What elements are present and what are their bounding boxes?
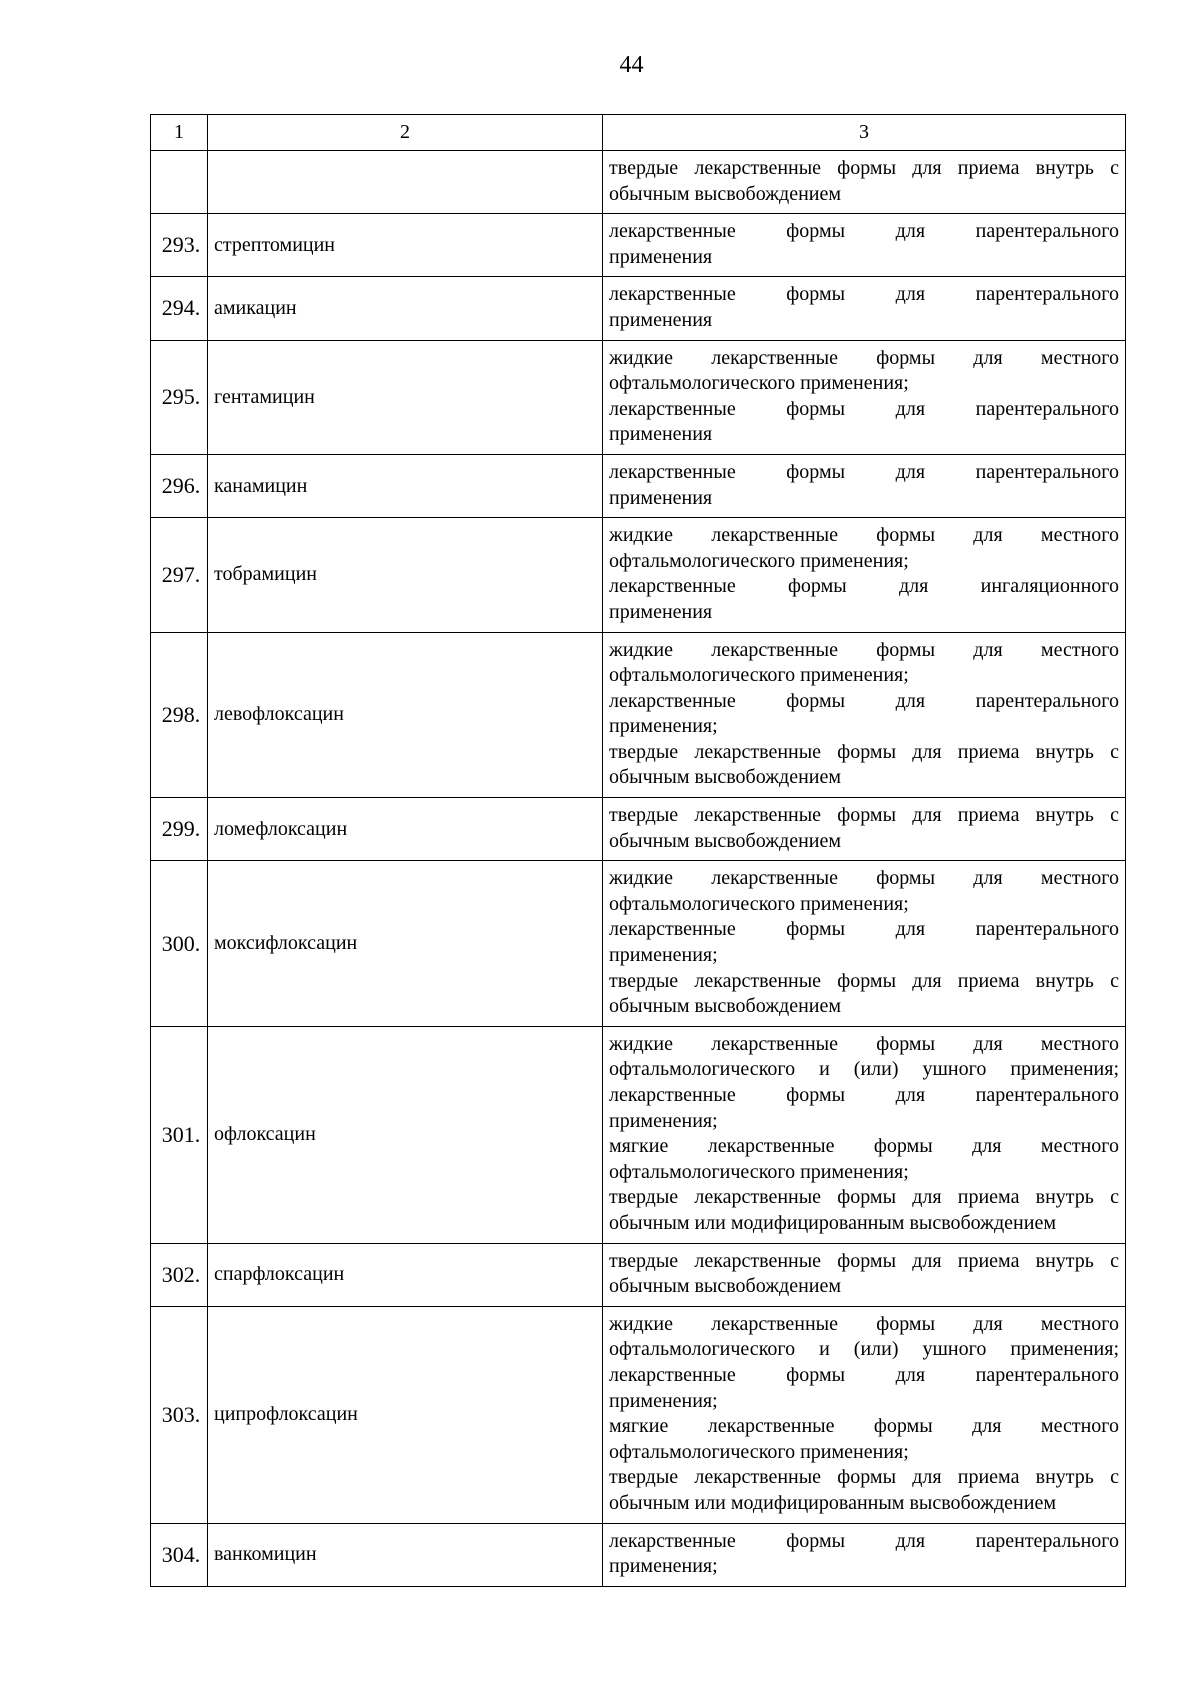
dosage-form-line: обычным высвобождением: [609, 995, 842, 1018]
dosage-form-line: обычным высвобождением: [609, 1275, 842, 1298]
dosage-form-line: офтальмологического применения;: [609, 372, 909, 395]
table-row: [151, 861, 1126, 1027]
dosage-form-line: офтальмологического применения;: [609, 1440, 909, 1463]
dosage-form-line: применения: [609, 600, 713, 623]
row-number: [151, 151, 208, 214]
dosage-form-line: твердые лекарственные формы для приема внутрь с: [609, 740, 1119, 763]
dosage-forms: [603, 151, 1126, 214]
drug-name: офлоксацин: [208, 1026, 603, 1243]
dosage-form-line: обычным или модифицированным высвобождением: [609, 1491, 1056, 1514]
dosage-form-line: офтальмологического применения;: [609, 549, 909, 572]
dosage-form-line: офтальмологического применения;: [609, 1160, 909, 1183]
table-row: [151, 277, 1126, 340]
drug-name: моксифлоксацин: [208, 861, 603, 1027]
dosage-form-line: лекарственные формы для парентерального: [609, 918, 1119, 941]
dosage-form-line: обычным высвобождением: [609, 182, 842, 205]
dosage-form-line: жидкие лекарственные формы для местного: [609, 638, 1119, 661]
dosage-form-line: лекарственные формы для парентерального: [609, 283, 1119, 306]
dosage-forms: [603, 340, 1126, 454]
dosage-form-line: лекарственные формы для парентерального: [609, 1084, 1119, 1106]
dosage-form-line: лекарственные формы для парентерального: [609, 689, 1119, 712]
header-col-3: 3: [603, 115, 1126, 151]
row-number: 303.: [151, 1306, 208, 1523]
dosage-form-line: жидкие лекарственные формы для местного: [609, 1032, 1119, 1055]
dosage-form-line: твердые лекарственные формы для приема внутрь с: [609, 969, 1119, 992]
dosage-form-line: твердые лекарственные формы для приема внутрь с: [609, 157, 1119, 179]
dosage-form-line: применения;: [609, 944, 718, 967]
row-number: 299.: [151, 798, 208, 861]
drug-name: [208, 151, 603, 214]
dosage-form-line: жидкие лекарственные формы для местного: [609, 1312, 1119, 1335]
dosage-form-line: мягкие лекарственные формы для местного: [609, 1135, 1119, 1158]
dosage-form-line: лекарственные формы для парентерального: [609, 460, 1119, 483]
dosage-form-line: применения: [609, 423, 713, 446]
table-row: [151, 454, 1126, 517]
table-row: [151, 632, 1126, 798]
dosage-forms: [603, 1243, 1126, 1306]
dosage-form-line: обычным высвобождением: [609, 829, 842, 852]
dosage-form-line: офтальмологического и (или) ушного применения;: [609, 1058, 1119, 1081]
drug-name: стрептомицин: [208, 214, 603, 277]
table-row: [151, 1026, 1126, 1243]
drug-name: гентамицин: [208, 340, 603, 454]
drug-name: левофлоксацин: [208, 632, 603, 798]
drug-name: спарфлоксацин: [208, 1243, 603, 1306]
dosage-form-line: офтальмологического применения;: [609, 664, 909, 687]
table-row: [151, 340, 1126, 454]
dosage-form-line: применения: [609, 486, 713, 509]
table-row: [151, 1243, 1126, 1306]
dosage-form-line: мягкие лекарственные формы для местного: [609, 1415, 1119, 1438]
drug-name: амикацин: [208, 277, 603, 340]
row-number: 295.: [151, 340, 208, 454]
row-number: 294.: [151, 277, 208, 340]
dosage-form-line: лекарственные формы для парентерального: [609, 1363, 1119, 1386]
row-number: 297.: [151, 518, 208, 632]
row-number: 296.: [151, 454, 208, 517]
dosage-form-line: применения;: [609, 715, 718, 738]
dosage-form-line: обычным или модифицированным высвобождением: [609, 1211, 1056, 1234]
table-row: [151, 1523, 1126, 1586]
dosage-form-line: жидкие лекарственные формы для местного: [609, 346, 1119, 369]
dosage-forms: [603, 632, 1126, 798]
drug-name: ванкомицин: [208, 1523, 603, 1586]
row-number: 304.: [151, 1523, 208, 1586]
dosage-forms: [603, 214, 1126, 277]
dosage-form-line: жидкие лекарственные формы для местного: [609, 867, 1119, 890]
row-number: 300.: [151, 861, 208, 1027]
dosage-form-line: применения;: [609, 1555, 718, 1578]
row-number: 302.: [151, 1243, 208, 1306]
dosage-form-line: применения;: [609, 1109, 718, 1132]
header-col-2: 2: [208, 115, 603, 151]
dosage-form-line: обычным высвобождением: [609, 766, 842, 789]
dosage-forms: [603, 1306, 1126, 1523]
table-row: [151, 798, 1126, 861]
dosage-form-line: жидкие лекарственные формы для местного: [609, 524, 1119, 547]
drug-name: ципрофлоксацин: [208, 1306, 603, 1523]
dosage-form-line: применения;: [609, 1389, 718, 1412]
row-number: 293.: [151, 214, 208, 277]
dosage-forms: [603, 861, 1126, 1027]
dosage-form-line: твердые лекарственные формы для приема внутрь с: [609, 1249, 1119, 1272]
dosage-form-line: офтальмологического применения;: [609, 892, 909, 915]
dosage-form-line: твердые лекарственные формы для приема внутрь с: [609, 1466, 1119, 1489]
drug-name: канамицин: [208, 454, 603, 517]
dosage-form-line: офтальмологического и (или) ушного применения;: [609, 1338, 1119, 1361]
dosage-form-line: применения: [609, 245, 713, 268]
header-col-1: 1: [151, 115, 208, 151]
medicines-table: [150, 114, 1126, 1587]
drug-name: ломефлоксацин: [208, 798, 603, 861]
dosage-form-line: лекарственные формы для парентерального: [609, 1529, 1119, 1552]
dosage-form-line: твердые лекарственные формы для приема внутрь с: [609, 1186, 1119, 1209]
dosage-forms: [603, 798, 1126, 861]
table-row: [151, 518, 1126, 632]
dosage-form-line: лекарственные формы для ингаляционного: [609, 575, 1119, 598]
dosage-forms: [603, 518, 1126, 632]
dosage-form-line: твердые лекарственные формы для приема внутрь с: [609, 804, 1119, 827]
table-row: [151, 151, 1126, 214]
page-number: 44: [619, 52, 644, 78]
dosage-forms: [603, 454, 1126, 517]
dosage-form-line: лекарственные формы для парентерального: [609, 220, 1119, 243]
table-row: [151, 1306, 1126, 1523]
dosage-form-line: лекарственные формы для парентерального: [609, 397, 1119, 420]
table-header-row: [151, 115, 1126, 151]
drug-name: тобрамицин: [208, 518, 603, 632]
dosage-forms: [603, 277, 1126, 340]
dosage-form-line: применения: [609, 308, 713, 331]
row-number: 298.: [151, 632, 208, 798]
row-number: 301.: [151, 1026, 208, 1243]
table-row: [151, 214, 1126, 277]
dosage-forms: [603, 1523, 1126, 1586]
dosage-forms: [603, 1026, 1126, 1243]
